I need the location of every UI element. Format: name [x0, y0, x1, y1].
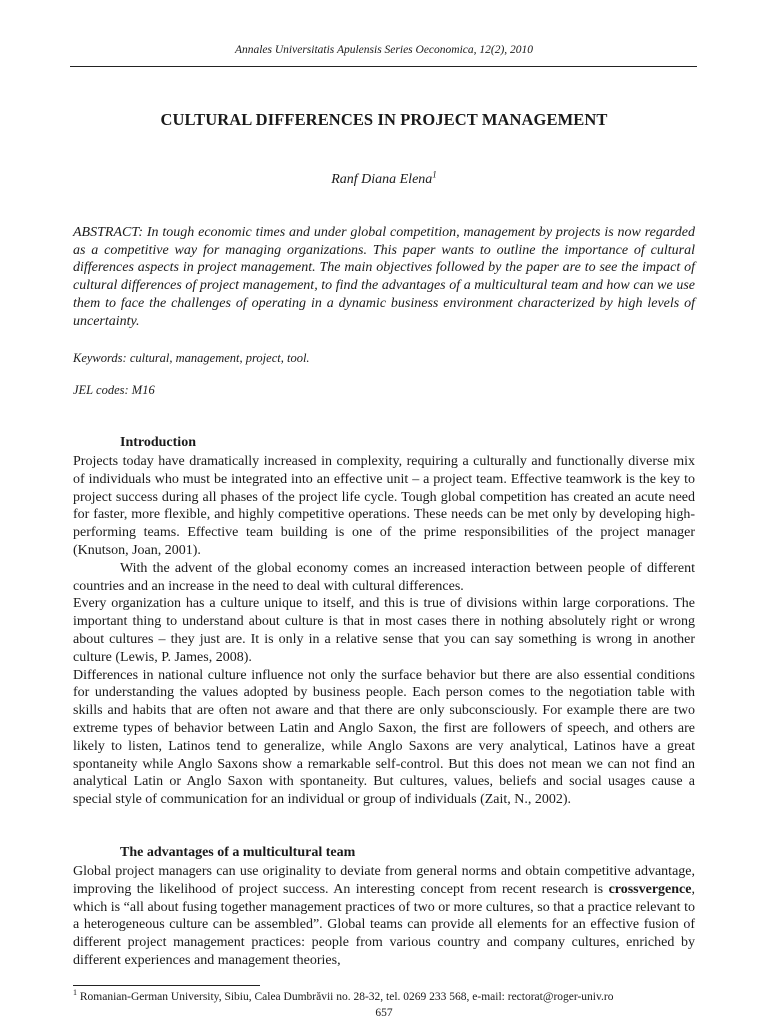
header-divider	[70, 66, 697, 67]
crossvergence-term: crossvergence	[608, 881, 692, 897]
page-number: 657	[375, 1007, 393, 1019]
advantages-text: Global project managers can use originality to deviate from general norms and obtain competitive advantage, improving the likelihood of project success. An interesting concept from recent research is	[73, 864, 695, 897]
running-header: Annales Universitatis Apulensis Series Oeconomica, 12(2), 2010	[234, 44, 534, 56]
keywords: Keywords: cultural, management, project, tool.	[73, 351, 310, 365]
advantages-paragraph	[73, 863, 695, 970]
jel-codes: JEL codes: M16	[73, 383, 155, 397]
footnote-mark: 1	[73, 988, 77, 998]
abstract: ABSTRACT: In tough economic times and under global competition, management by projects is now regarded as a competitive way for managing organizations. This paper wants to outline the importance of cultural differences aspects in project management. The main objectives followed by the paper are to see the impact of cultural differences of project management, to find the advantages of a multicultural team and how can we use them to face the challenges of operating in a dynamic business environment characterized by high levels of uncertainty.	[73, 225, 695, 329]
intro-paragraph: Projects today have dramatically increased in complexity, requiring a culturally and functionally diverse mix of individuals who must be integrated into an effective unit – a project team. Effective teamwork is the key to project success during all phases of the project life cycle. Tough global competition has created an acute need for faster, more flexible, and highly competitive operations. These needs can be met only by developing high-performing teams. Effective team building is one of the prime responsibilities of the project manager (Knutson, Joan, 2001).	[73, 454, 695, 558]
author-line	[73, 169, 695, 188]
advantages-text-rest: , which is “all about fusing together management practices of two or more cultures, so that a practice relevant to a heterogeneous culture can be assembled”. Global teams can provide all elements for an effective fusion of different project management practices: people from various country and company cultures, enriched by different experiences and management theories,	[73, 881, 695, 968]
author-footnote-mark: 1	[432, 169, 437, 180]
section-heading-advantages: The advantages of a multicultural team	[120, 845, 356, 860]
paper-title: CULTURAL DIFFERENCES IN PROJECT MANAGEMENT	[160, 110, 608, 129]
introduction-body	[73, 453, 695, 809]
footnote-divider	[73, 985, 260, 986]
intro-paragraph: With the advent of the global economy comes an increased interaction between people of different countries and an increase in the need to deal with cultural differences.	[73, 560, 695, 594]
section-heading-introduction: Introduction	[120, 435, 196, 450]
advantages-body	[73, 863, 695, 970]
intro-paragraph: Every organization has a culture unique to itself, and this is true of divisions within large corporations. The important thing to understand about culture is that in most cases there in nothing absolutely right or wrong about cultures – they just are. It is only in a relative sense that you can say something is wrong in another culture (Lewis, P. James, 2008).	[73, 596, 695, 665]
footnote-text: Romanian-German University, Sibiu, Calea Dumbrăvii no. 28-32, tel. 0269 233 568, e-mail: rectorat@roger-univ.ro	[77, 991, 614, 1003]
intro-paragraph: Differences in national culture influence not only the surface behavior but there are also essential conditions for understanding the values adopted by business people. Each person comes to the negotiation table with skills and habits that are often not aware and that there are only subconsciously. For example there are two extreme types of behavior between Latin and Anglo Saxon, the first are followers of speech, and others are likely to listen, Latinos tend to generalize, while Anglo Saxons are very analytical, Latinos have a great spontaneity while Anglo Saxons show a remarkable self-control. But this does not mean we can not find an analytical Latin or Anglo Saxon with spontaneity. But cultures, values, beliefs and social usages cause a special style of communication for an individual or group of individuals (Zait, N., 2002).	[73, 667, 695, 808]
footnote	[73, 988, 695, 1003]
author-name: Ranf Diana Elena	[331, 172, 433, 187]
